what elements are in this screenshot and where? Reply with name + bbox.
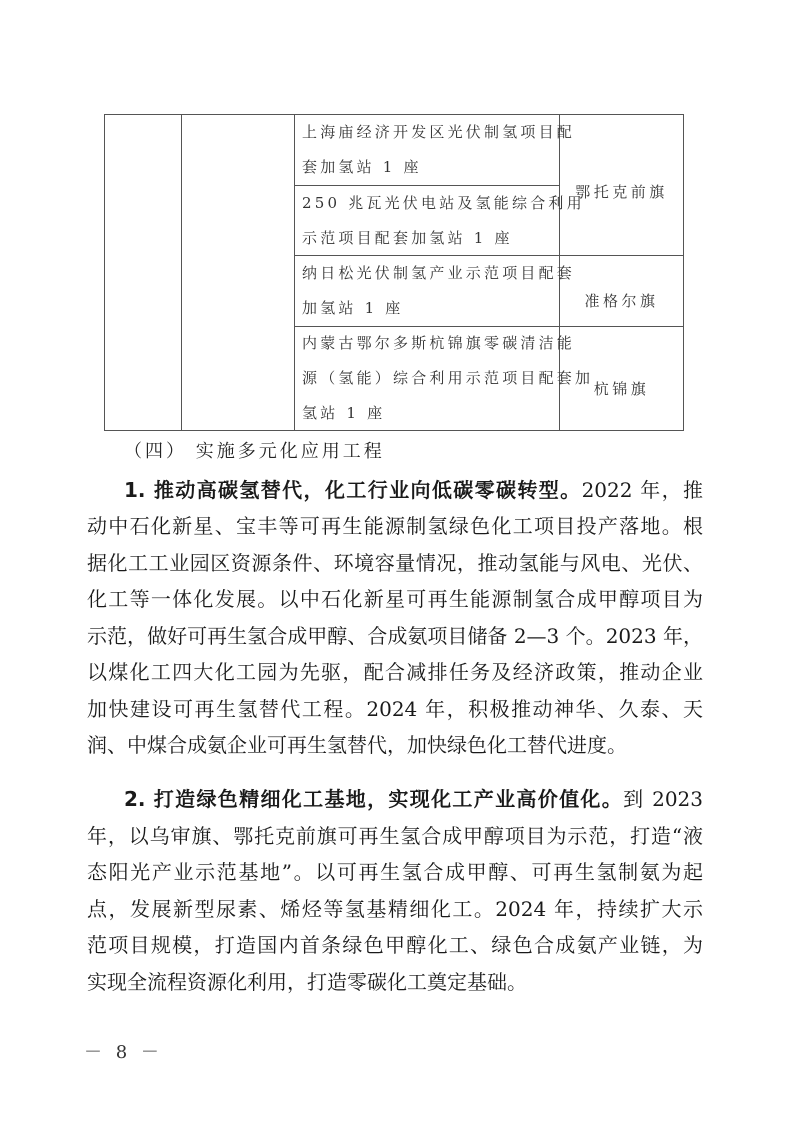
table-cell-project (302, 186, 585, 256)
table-cell-location: 准格尔旗 (584, 292, 659, 310)
cell-line: 250 兆瓦光伏电站及氢能综合利用 (302, 194, 585, 212)
cell-line: 纳日松光伏制氢产业示范项目配套 (302, 264, 576, 282)
cell-line: 加氢站 1 座 (302, 299, 404, 317)
paragraph-line: 范项目规模，打造国内首条绿色甲醇化工、绿色合成氨产业链，为 (87, 933, 703, 957)
table-cell-project (302, 326, 593, 431)
paragraph-1-bold-lead: 1. 推动高碳氢替代，化工行业向低碳零碳转型。 (124, 478, 582, 502)
text-run: 到 2023 (623, 787, 703, 811)
section-heading: （四） 实施多元化应用工程 (124, 441, 385, 462)
table-cell-location: 杭锦旗 (593, 380, 650, 398)
table-cell-project (302, 115, 575, 185)
paragraph-line: 加快建设可再生氢替代工程。2024 年，积极推动神华、久泰、天 (87, 697, 703, 721)
paragraph-line: 以煤化工四大化工园为先驱，配合减排任务及经济政策，推动企业 (87, 660, 703, 684)
paragraph-1-first-line (124, 472, 703, 508)
table-column-divider (181, 115, 182, 430)
table-cell-project (302, 256, 575, 326)
paragraph-line: 据化工工业园区资源条件、环境容量情况，推动氢能与风电、光伏、 (87, 551, 703, 575)
cell-line: 氢站 1 座 (302, 404, 386, 422)
cell-line: 示范项目配套加氢站 1 座 (302, 229, 513, 247)
paragraph-line: 点，发展新型尿素、烯烃等氢基精细化工。2024 年，持续扩大示 (87, 897, 703, 921)
table-column-divider (294, 115, 295, 430)
paragraph-line: 年，以乌审旗、鄂托克前旗可再生氢合成甲醇项目为示范，打造“液 (87, 824, 703, 848)
paragraph-2-first-line (124, 781, 703, 817)
text-run: 2022 年，推 (581, 478, 703, 502)
paragraph-2-bold-lead: 2. 打造绿色精细化工基地，实现化工产业高价值化。 (124, 787, 624, 811)
table-cell-location: 鄂托克前旗 (575, 183, 668, 201)
paragraph-line: 态阳光产业示范基地”。以可再生氢合成甲醇、可再生氢制氨为起 (87, 860, 703, 884)
paragraph-line: 实现全流程资源化利用，打造零碳化工奠定基础。 (87, 970, 527, 994)
paragraph-line: 润、中煤合成氨企业可再生氢替代，加快绿色化工替代进度。 (87, 733, 627, 757)
page-number: － 8 － (84, 1042, 163, 1063)
cell-line: 源（氢能）综合利用示范项目配套加 (302, 369, 594, 387)
paragraph-line: 示范，做好可再生氢合成甲醇、合成氨项目储备 2—3 个。2023 年， (87, 624, 703, 648)
paragraph-line: 化工等一体化发展。以中石化新星可再生能源制氢合成甲醇项目为 (87, 587, 703, 611)
projects-table (104, 114, 684, 431)
cell-line: 内蒙古鄂尔多斯杭锦旗零碳清洁能 (302, 334, 576, 352)
cell-line: 套加氢站 1 座 (302, 158, 422, 176)
paragraph-line: 动中石化新星、宝丰等可再生能源制氢绿色化工项目投产落地。根 (87, 514, 703, 538)
cell-line: 上海庙经济开发区光伏制氢项目配 (302, 123, 576, 141)
